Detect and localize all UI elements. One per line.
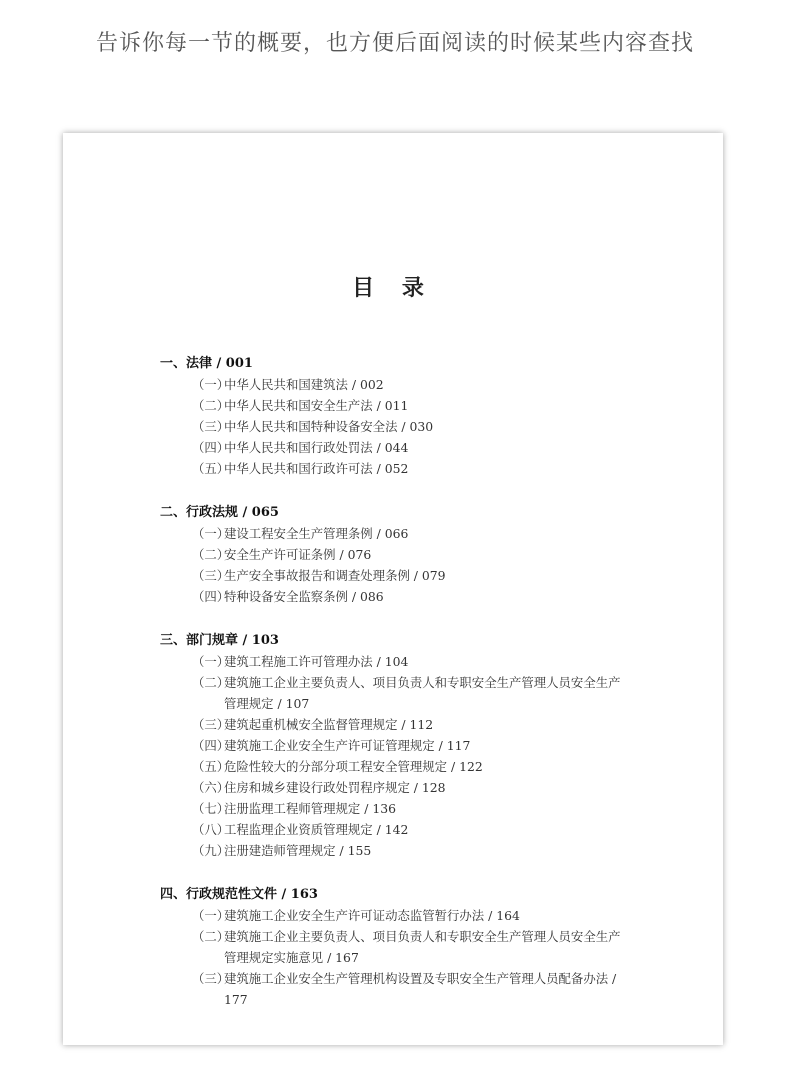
entry-number: （六）	[192, 780, 230, 795]
toc-entry	[192, 395, 640, 416]
section-heading: 一、法律 / 001	[160, 356, 253, 371]
entry-title: 注册建造师管理规定 / 155	[224, 843, 372, 858]
entry-title: 注册监理工程师管理规定 / 136	[224, 801, 396, 816]
entry-title: 建筑施工企业主要负责人、项目负责人和专职安全生产管理人员安全生产管理规定实施意见 / 167	[224, 929, 621, 965]
entry-number: （四）	[192, 440, 230, 455]
banner-caption: 告诉你每一节的概要，也方便后面阅读的时候某些内容查找	[95, 31, 694, 56]
entry-title: 建筑工程施工许可管理办法 / 104	[224, 654, 409, 669]
toc-entry	[192, 437, 640, 458]
entry-title: 中华人民共和国行政许可法 / 052	[224, 461, 409, 476]
toc-entry	[192, 544, 640, 565]
toc-entry	[192, 968, 640, 1010]
entry-number: （五）	[192, 461, 230, 476]
entry-number: （三）	[192, 568, 230, 583]
book-page	[63, 133, 723, 1045]
toc-entry	[192, 374, 640, 395]
entry-title: 建设工程安全生产管理条例 / 066	[224, 526, 409, 541]
toc-entry	[192, 416, 640, 437]
toc-entry	[192, 840, 640, 861]
entry-number: （八）	[192, 822, 230, 837]
toc-entry	[192, 586, 640, 607]
entry-title: 建筑起重机械安全监督管理规定 / 112	[224, 717, 434, 732]
entry-number: （三）	[192, 419, 230, 434]
toc-entry	[192, 905, 640, 926]
entry-number: （三）	[192, 717, 230, 732]
entry-number: （二）	[192, 675, 230, 690]
entry-title: 建筑施工企业安全生产管理机构设置及专职安全生产管理人员配备办法 / 177	[224, 971, 617, 1007]
entry-number: （一）	[192, 377, 230, 392]
toc-entry	[192, 735, 640, 756]
entry-number: （四）	[192, 738, 230, 753]
toc-section	[160, 884, 640, 1010]
entry-title: 建筑施工企业主要负责人、项目负责人和专职安全生产管理人员安全生产管理规定 / 107	[224, 675, 621, 711]
toc-title: 目 录	[352, 275, 434, 301]
toc-entry	[192, 651, 640, 672]
entry-number: （二）	[192, 929, 230, 944]
entry-number: （五）	[192, 759, 230, 774]
entry-number: （二）	[192, 398, 230, 413]
section-heading: 四、行政规范性文件 / 163	[160, 887, 318, 902]
entry-title: 中华人民共和国建筑法 / 002	[224, 377, 384, 392]
entry-number: （三）	[192, 971, 230, 986]
entry-title: 中华人民共和国特种设备安全法 / 030	[224, 419, 434, 434]
section-heading: 三、部门规章 / 103	[160, 633, 279, 648]
entry-title: 中华人民共和国行政处罚法 / 044	[224, 440, 409, 455]
toc-section	[160, 630, 640, 861]
toc-section	[160, 502, 640, 607]
toc-entry	[192, 926, 640, 968]
entry-title: 建筑施工企业安全生产许可证管理规定 / 117	[224, 738, 471, 753]
entry-number: （七）	[192, 801, 230, 816]
entry-title: 危险性较大的分部分项工程安全管理规定 / 122	[224, 759, 483, 774]
entry-number: （一）	[192, 654, 230, 669]
section-heading: 二、行政法规 / 065	[160, 505, 279, 520]
toc-entry	[192, 819, 640, 840]
entry-number: （二）	[192, 547, 230, 562]
toc-entry	[192, 458, 640, 479]
entry-title: 中华人民共和国安全生产法 / 011	[224, 398, 409, 413]
entry-title: 特种设备安全监察条例 / 086	[224, 589, 384, 604]
toc-section	[160, 353, 640, 479]
toc-entry	[192, 565, 640, 586]
entry-title: 生产安全事故报告和调查处理条例 / 079	[224, 568, 446, 583]
entry-number: （一）	[192, 908, 230, 923]
entry-title: 住房和城乡建设行政处罚程序规定 / 128	[224, 780, 446, 795]
entry-title: 工程监理企业资质管理规定 / 142	[224, 822, 409, 837]
toc-entry	[192, 714, 640, 735]
toc-entry	[192, 777, 640, 798]
toc-entry	[192, 756, 640, 777]
entry-number: （九）	[192, 843, 230, 858]
entry-number: （一）	[192, 526, 230, 541]
table-of-contents	[160, 353, 640, 1033]
toc-entry	[192, 672, 640, 714]
toc-entry	[192, 523, 640, 544]
entry-number: （四）	[192, 589, 230, 604]
toc-entry	[192, 798, 640, 819]
entry-title: 建筑施工企业安全生产许可证动态监管暂行办法 / 164	[224, 908, 520, 923]
entry-title: 安全生产许可证条例 / 076	[224, 547, 372, 562]
